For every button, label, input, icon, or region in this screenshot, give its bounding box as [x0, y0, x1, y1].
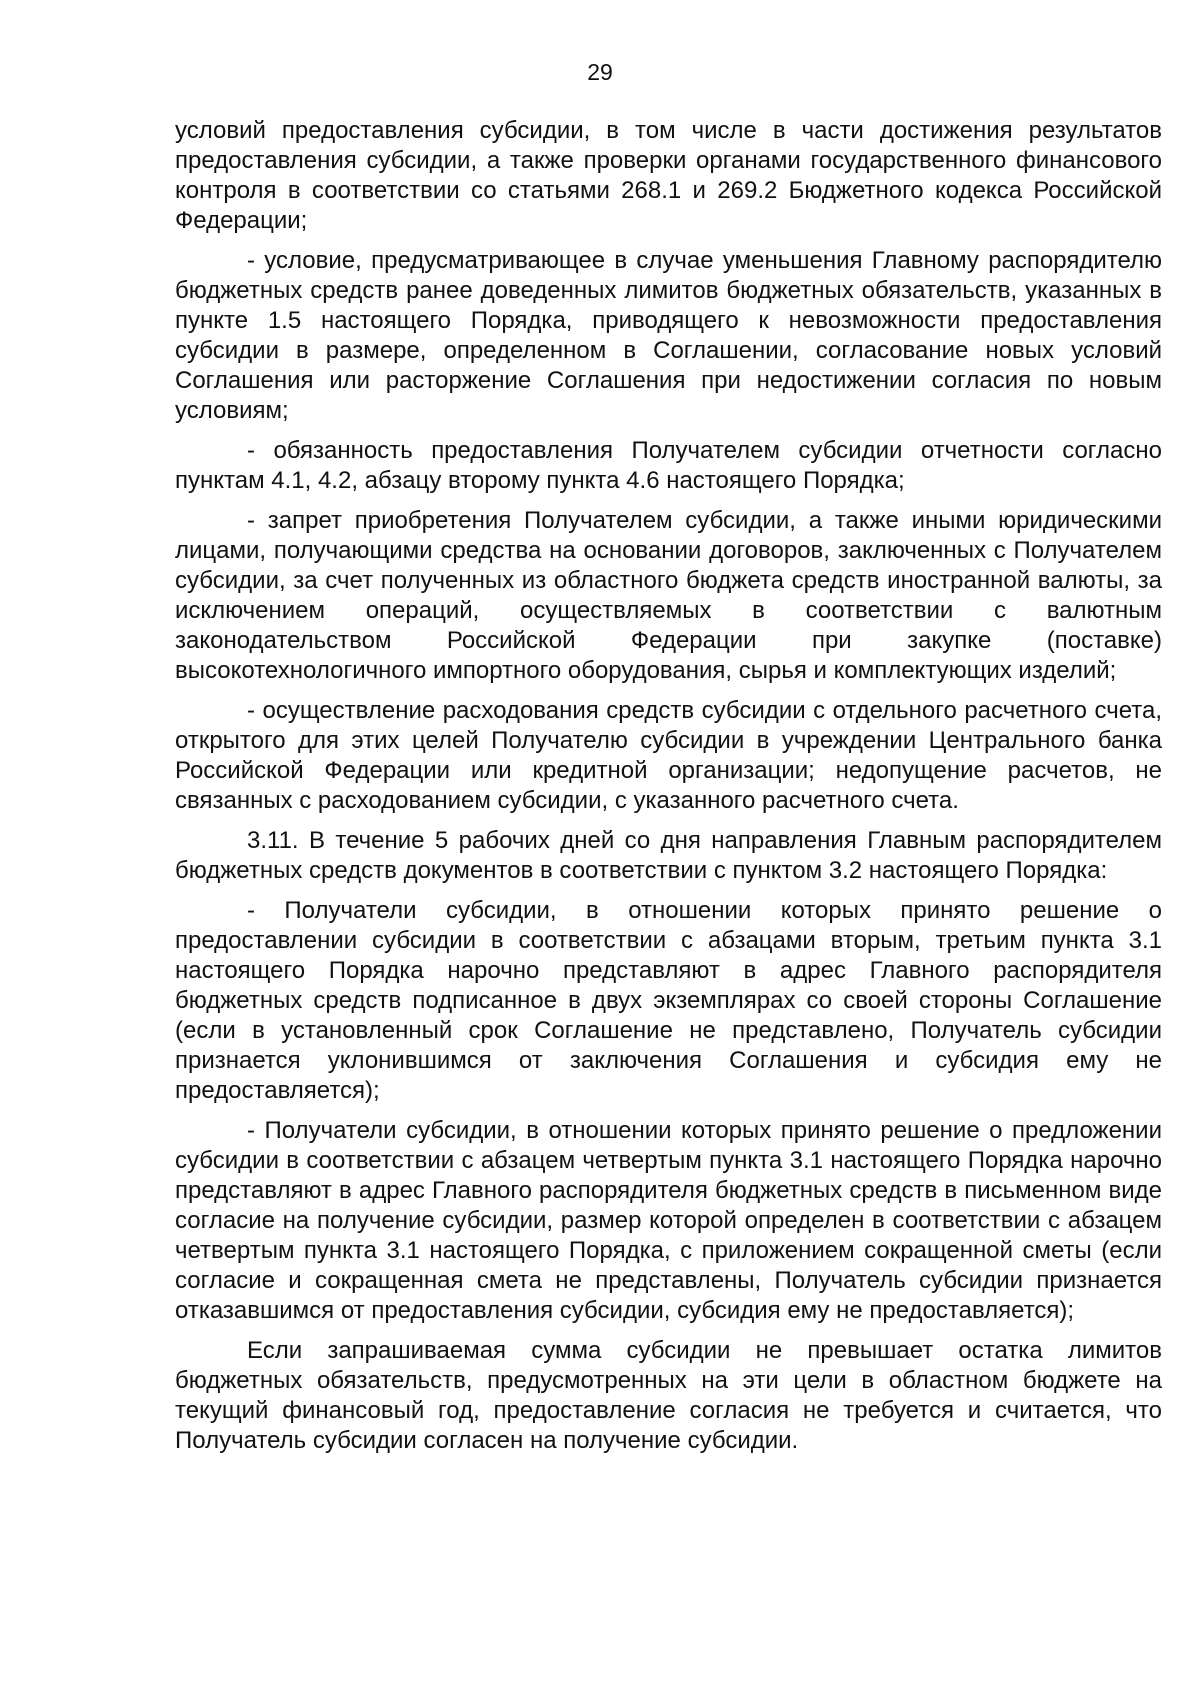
paragraph-condition-reduction: - условие, предусматривающее в случае уменьшения Главному распорядителю бюджетных средств ранее доведенных лимитов бюджетных обязательств, указанных в пункте 1.5 настоящего Порядка, приводящего к невозможности предоставления субсидии в размере, определенном в Соглашении, согласование новых условий Соглашения или расторжение Соглашения при недостижении согласия по новым условиям;: [175, 247, 1162, 424]
paragraph-reporting-obligation: - обязанность предоставления Получателем субсидии отчетности согласно пунктам 4.1, 4.2, абзацу второму пункта 4.6 настоящего Порядка;: [175, 437, 1162, 494]
paragraph-recipients-consent: - Получатели субсидии, в отношении которых принято решение о предложении субсидии в соответствии с абзацем четвертым пункта 3.1 настоящего Порядка нарочно представляют в адрес Главного распорядителя бюджетных средств в письменном виде согласие на получение субсидии, размер которой определен в соответствии с абзацем четвертым пункта 3.1 настоящего Порядка, с приложением сокращенной сметы (если согласие и сокращенная смета не представлены, Получатель субсидии признается отказавшимся от предоставления субсидии, субсидия ему не предоставляется);: [175, 1117, 1162, 1324]
paragraph-continuation: условий предоставления субсидии, в том числе в части достижения результатов предоставления субсидии, а также проверки органами государственного финансового контроля в соответствии со статьями 268.1 и 269.2 Бюджетного кодекса Российской Федерации;: [175, 117, 1162, 234]
page-number: 29: [587, 59, 613, 85]
paragraph-recipients-agreement: - Получатели субсидии, в отношении которых принято решение о предоставлении субсидии в соответствии с абзацами вторым, третьим пункта 3.1 настоящего Порядка нарочно представляют в адрес Главного распорядителя бюджетных средств подписанное в двух экземплярах со своей стороны Соглашение (если в установленный срок Соглашение не представлено, Получатель субсидии признается уклонившимся от заключения Соглашения и субсидия ему не предоставляется);: [175, 897, 1162, 1104]
document-body: [175, 116, 1162, 1466]
paragraph-clause-3-11: 3.11. В течение 5 рабочих дней со дня направления Главным распорядителем бюджетных средств документов в соответствии с пунктом 3.2 настоящего Порядка:: [175, 827, 1162, 884]
paragraph-currency-ban: - запрет приобретения Получателем субсидии, а также иными юридическими лицами, получающими средства на основании договоров, заключенных с Получателем субсидии, за счет полученных из областного бюджета средств иностранной валюты, за исключением операций, осуществляемых в соответствии с валютным законодательством Российской Федерации при закупке (поставке) высокотехнологичного импортного оборудования, сырья и комплектующих изделий;: [175, 507, 1162, 684]
paragraph-separate-account: - осуществление расходования средств субсидии с отдельного расчетного счета, открытого для этих целей Получателю субсидии в учреждении Центрального банка Российской Федерации или кредитной организации; недопущение расчетов, не связанных с расходованием субсидии, с указанного расчетного счета.: [175, 697, 1162, 814]
paragraph-consent-not-required: Если запрашиваемая сумма субсидии не превышает остатка лимитов бюджетных обязательств, предусмотренных на эти цели в областном бюджете на текущий финансовый год, предоставление согласия не требуется и считается, что Получатель субсидии согласен на получение субсидии.: [175, 1337, 1162, 1454]
